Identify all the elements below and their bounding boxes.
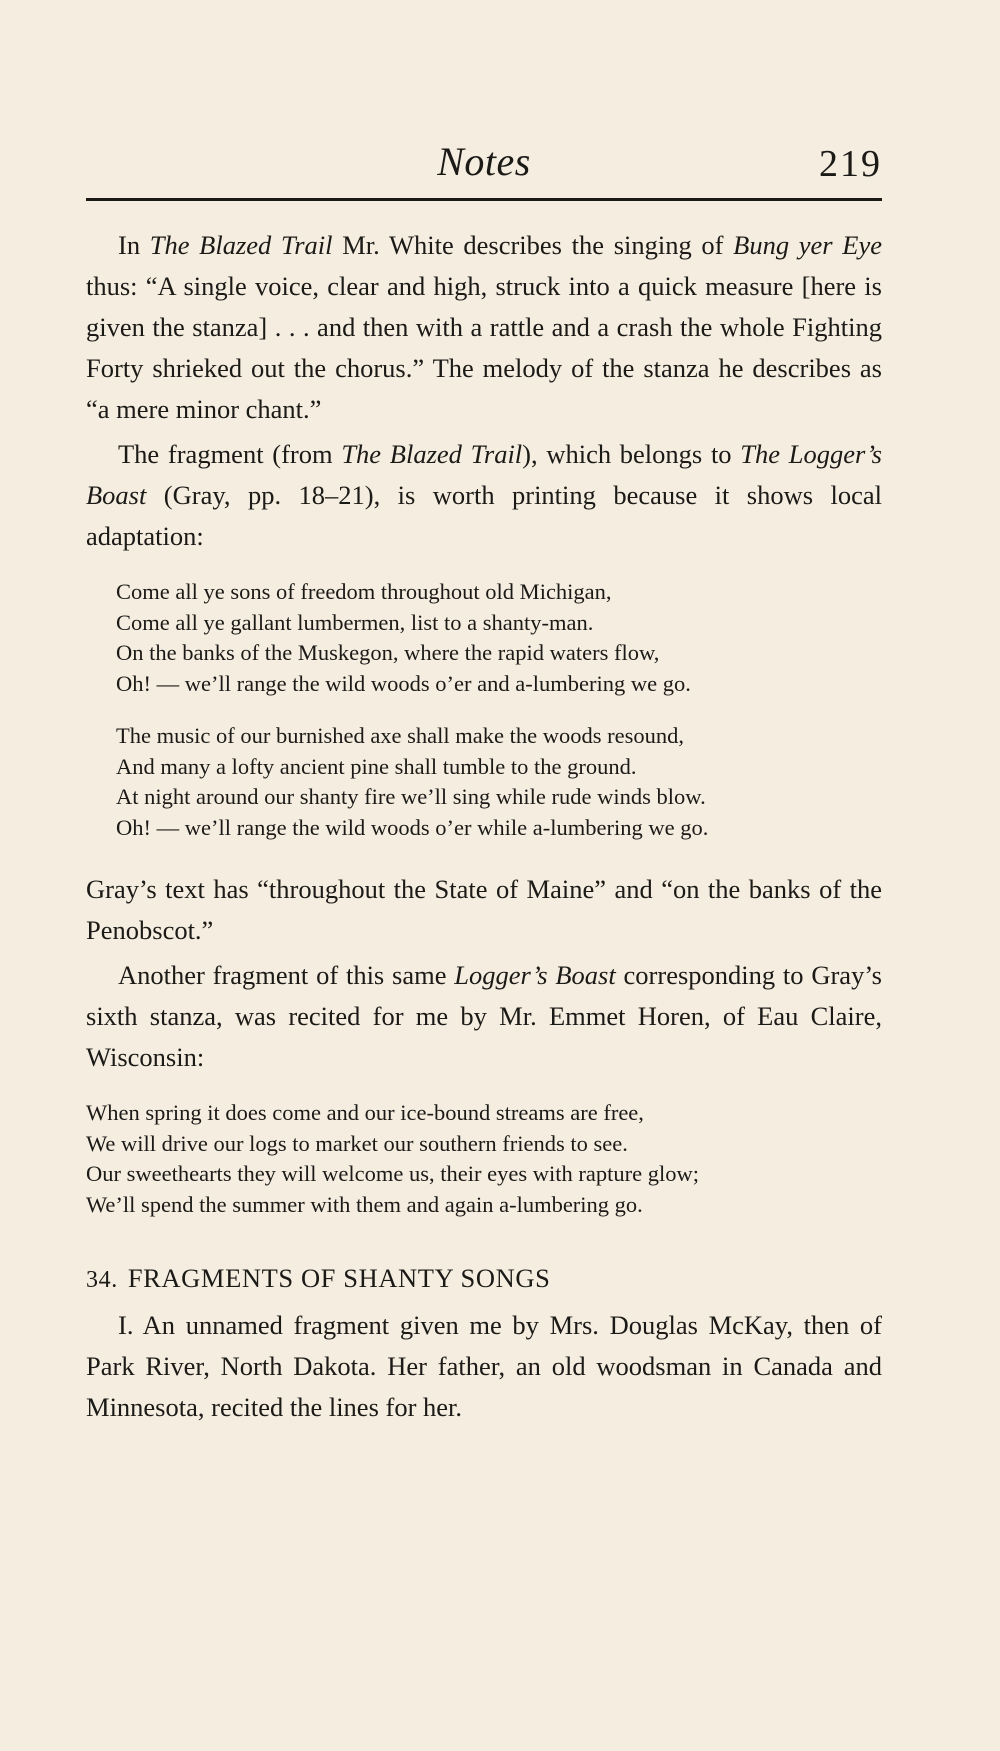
verse-line: We will drive our logs to market our southern friends to see. (86, 1130, 628, 1156)
text-span: The fragment (from (118, 439, 342, 469)
verse-line: Our sweethearts they will welcome us, their eyes with rapture glow; (86, 1161, 699, 1186)
paragraph-unnamed-fragment: I. An unnamed fragment given me by Mrs. Douglas McKay, then of Park River, North Dakota. Her father, an old woodsman in Canada and Minnesota, recited the lines for her. (86, 1310, 882, 1422)
verse-line: When spring it does come and our ice-bound streams are free, (86, 1100, 644, 1125)
title-blazed-trail: The Blazed Trail (341, 439, 523, 469)
text-span: Another fragment of this same (118, 960, 455, 990)
verse-stanza-3 (86, 1098, 882, 1220)
verse-line: We’ll spend the summer with them and again a-lumbering go. (86, 1191, 643, 1217)
verse-line: The music of our burnished axe shall make the woods resound, (116, 723, 684, 748)
title-loggers-boast: The Logger’s Boast (86, 439, 882, 510)
paragraph-another-fragment (86, 955, 882, 1078)
text-span: (Gray, pp. 18–21), is worth printing because it shows local adaptation: (86, 480, 882, 551)
verse-line: Come all ye gallant lumbermen, list to a shanty-man. (116, 609, 594, 635)
verse-stanza-1 (86, 577, 882, 699)
paragraph-grays-text: Gray’s text has “throughout the State of Maine” and “on the banks of the Penobscot.” (86, 874, 882, 945)
text-span: thus: “A single voice, clear and high, struck into a quick measure [here is given the stanza] . . . and then with a rattle and a crash the whole Fighting Forty shrieked out the chorus.” The melody of the stanza he describes as “a mere minor chant.” (86, 271, 882, 424)
section-number: 34. (86, 1267, 118, 1293)
verse-line: On the banks of the Muskegon, where the rapid waters flow, (116, 640, 660, 665)
paragraph-fragment (86, 434, 882, 557)
body-text (86, 225, 882, 1428)
text-span: Mr. White describes the singing of (332, 230, 734, 260)
page-header (86, 130, 882, 196)
verse-line: Come all ye sons of freedom throughout old Michigan, (116, 579, 612, 604)
verse-line: At night around our shanty fire we’ll sing while rude winds blow. (116, 784, 706, 809)
title-blazed-trail: The Blazed Trail (149, 230, 333, 260)
header-rule (86, 198, 882, 201)
section-title: FRAGMENTS OF SHANTY SONGS (127, 1263, 551, 1293)
title-bung-yer-eye: Bung yer Eye (733, 230, 882, 260)
page-number: 219 (819, 143, 882, 185)
verse-line: And many a lofty ancient pine shall tumble to the ground. (116, 753, 637, 779)
title-loggers-boast: Logger’s Boast (454, 960, 616, 990)
text-span: ), which belongs to (522, 439, 741, 469)
verse-line: Oh! — we’ll range the wild woods o’er while a-lumbering we go. (116, 814, 709, 840)
verse-stanza-2 (86, 721, 882, 843)
paragraph-blazed-trail (86, 225, 882, 430)
text-span: In (118, 230, 150, 260)
running-head: Notes (437, 139, 531, 184)
text-span: corresponding to Gray’s sixth stanza, was recited for me by Mr. Emmet Horen, of Eau Claire, Wisconsin: (86, 960, 882, 1072)
section-heading (86, 1258, 882, 1301)
verse-line: Oh! — we’ll range the wild woods o’er and a-lumbering we go. (116, 670, 691, 696)
